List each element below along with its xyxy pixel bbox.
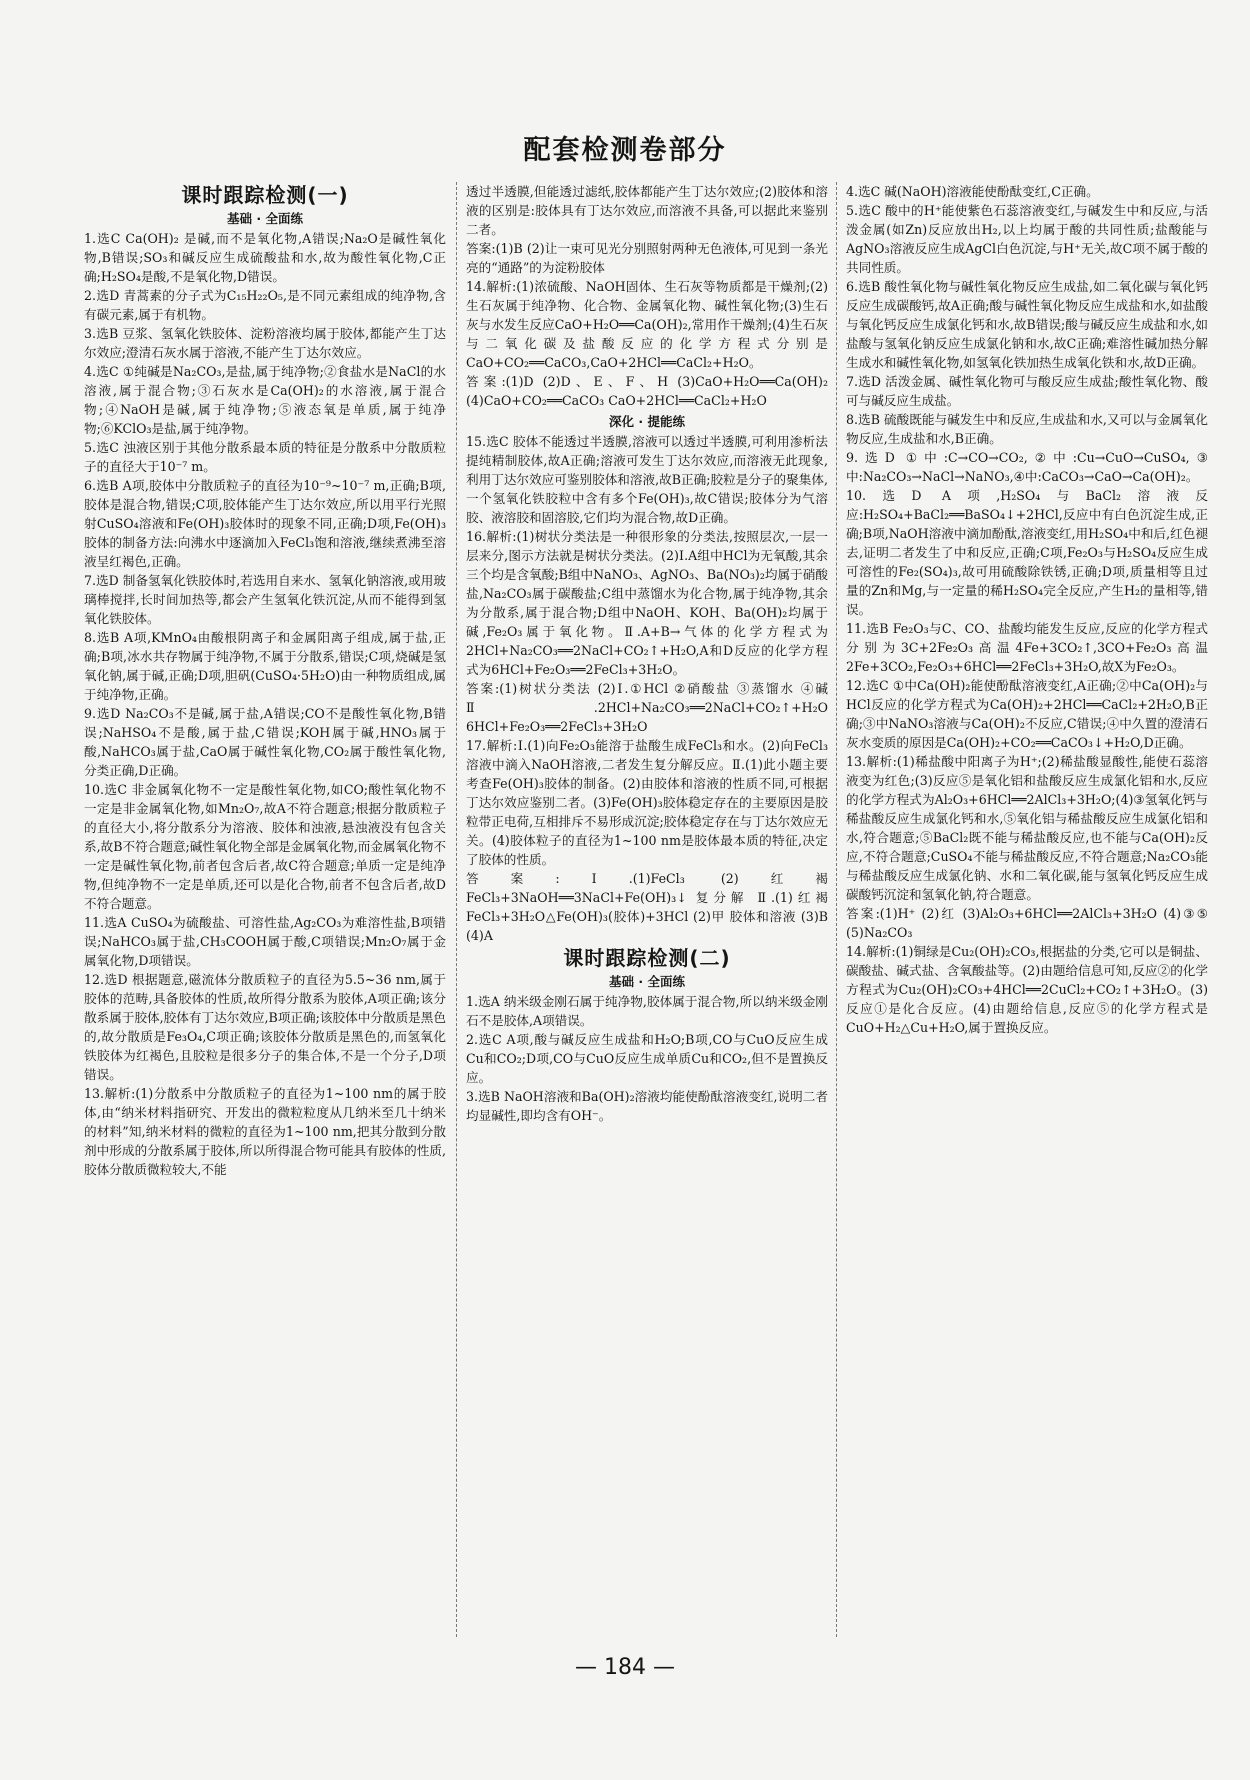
column-divider-right: [836, 182, 837, 1637]
column-left: [84, 182, 446, 1634]
answer-item: 11.选A CuSO₄为硫酸盐、可溶性盐,Ag₂CO₃为难溶性盐,B项错误;NaHCO₃属于盐,CH₃COOH属于酸,C项错误;Mn₂O₇属于金属氧化物,D项错误。: [84, 915, 446, 968]
subsection-advanced: 深化 · 提能练: [609, 414, 685, 429]
page-title: 配套检测卷部分: [523, 135, 727, 166]
answer-item: 9.选D ①中:C→CO→CO₂,②中:Cu→CuO→CuSO₄,③中:Na₂CO₃→NaCl→NaNO₃,④中:CaCO₃→CaO→Ca(OH)₂。: [846, 450, 1208, 484]
answer-item: 6.选B 酸性氧化物与碱性氧化物反应生成盐,如二氧化碳与氧化钙反应生成碳酸钙,故A正确;酸与碱性氧化物反应生成盐和水,如盐酸与氧化钙反应生成氯化钙和水,故B错误;酸与碱反应生成盐和水,如盐酸与氢氧化钠反应生成氯化钠和水,故C正确;难溶性碱加热分解生成水和碱性氧化物,如氢氧化铁加热生成氧化铁和水,故D正确。: [846, 279, 1208, 370]
answer-item: 17.解析:Ⅰ.(1)向Fe₂O₃能溶于盐酸生成FeCl₃和水。(2)向FeCl₃溶液中滴入NaOH溶液,二者发生复分解反应。Ⅱ.(1)此小题主要考查Fe(OH)₃胶体的制备。(2)由胶体和溶液的性质不同,可根据丁达尔效应鉴别二者。(3)Fe(OH)₃胶体稳定存在的主要原因是胶粒带正电荷,互相排斥不易形成沉淀;胶体稳定存在与丁达尔效应无关。(4)胶体粒子的直径为1~100 nm是胶体最本质的特征,决定了胶体的性质。: [466, 738, 828, 867]
answer-item: 2.选D 青蒿素的分子式为C₁₅H₂₂O₅,是不同元素组成的纯净物,含有碳元素,属于有机物。: [84, 288, 446, 322]
answer-item: 6.选B A项,胶体中分散质粒子的直径为10⁻⁹~10⁻⁷ m,正确;B项,胶体是混合物,错误;C项,胶体能产生丁达尔效应,所以用平行光照射CuSO₄溶液和Fe(OH)₃胶体时的现象不同,正确;D项,Fe(OH)₃胶体的制备方法:向沸水中逐滴加入FeCl₃饱和溶液,继续煮沸至溶液呈红褐色,正确。: [84, 478, 446, 569]
answer-item: 答案:(1)B (2)让一束可见光分别照射两种无色液体,可见到一条光亮的“通路”的为淀粉胶体: [466, 241, 828, 275]
column-divider-left: [456, 182, 457, 1637]
answer-item: 7.选D 制备氢氧化铁胶体时,若选用自来水、氢氧化钠溶液,或用玻璃棒搅拌,长时间加热等,都会产生氢氧化铁沉淀,从而不能得到氢氧化铁胶体。: [84, 573, 446, 626]
answer-item: 答案:(1)树状分类法 (2)Ⅰ.①HCl ②硝酸盐 ③蒸馏水 ④碱 Ⅱ.2HCl+Na₂CO₃══2NaCl+CO₂↑+H₂O 6HCl+Fe₂O₃══2FeCl₃+3H₂O: [466, 681, 828, 734]
answer-item: 答案:(1)H⁺ (2)红 (3)Al₂O₃+6HCl══2AlCl₃+3H₂O (4)③⑤ (5)Na₂CO₃: [846, 906, 1208, 940]
answer-item: 12.选D 根据题意,磁流体分散质粒子的直径为5.5~36 nm,属于胶体的范畴,具备胶体的性质,故所得分散系为胶体,A项正确;该分散系属于胶体,胶体有丁达尔效应,B项正确;该胶体中分散质是黑色的,故分散质是Fe₃O₄,C项正确;该胶体分散质是黑色的,而氢氧化铁胶体为红褐色,且胶粒是很多分子的集合体,不是一个分子,D项错误。: [84, 972, 446, 1082]
section-title-1: 课时跟踪检测(一): [181, 183, 349, 207]
answer-item: 3.选B NaOH溶液和Ba(OH)₂溶液均能使酚酞溶液变红,说明二者均显碱性,即均含有OH⁻。: [466, 1089, 828, 1123]
answer-item: 14.解析:(1)铜绿是Cu₂(OH)₂CO₃,根据盐的分类,它可以是铜盐、碳酸盐、碱式盐、含氧酸盐等。(2)由题给信息可知,反应②的化学方程式为Cu₂(OH)₂CO₃+4HCl══2CuCl₂+CO₂↑+3H₂O。(3)反应①是化合反应。(4)由题给信息,反应⑤的化学方程式是CuO+H₂△Cu+H₂O,属于置换反应。: [846, 944, 1208, 1035]
answer-item: 透过半透膜,但能透过滤纸,胶体都能产生丁达尔效应;(2)胶体和溶液的区别是:胶体具有丁达尔效应,而溶液不具备,可以据此来鉴别二者。: [466, 184, 828, 237]
answer-item: 15.选C 胶体不能透过半透膜,溶液可以透过半透膜,可利用渗析法提纯精制胶体,故A正确;溶液可发生丁达尔效应,而溶液无此现象,利用丁达尔效应可鉴别胶体和溶液,故B正确;胶粒是分子的聚集体,一个氢氧化铁胶粒中含有多个Fe(OH)₃,故C错误;胶体分为气溶胶、液溶胶和固溶胶,它们均为混合物,故D正确。: [466, 434, 828, 525]
answer-item: 11.选B Fe₂O₃与C、CO、盐酸均能发生反应,反应的化学方程式分别为3C+2Fe₂O₃高温4Fe+3CO₂↑,3CO+Fe₂O₃高温2Fe+3CO₂,Fe₂O₃+6HCl══2FeCl₃+3H₂O,故X为Fe₂O₃。: [846, 621, 1208, 674]
answer-item: 8.选B A项,KMnO₄由酸根阴离子和金属阳离子组成,属于盐,正确;B项,冰水共存物属于纯净物,不属于分散系,错误;C项,烧碱是氢氧化钠,属于碱,正确;D项,胆矾(CuSO₄·5H₂O)由一种物质组成,属于纯净物,正确。: [84, 630, 446, 702]
answer-item: 14.解析:(1)浓硫酸、NaOH固体、生石灰等物质都是干燥剂;(2)生石灰属于纯净物、化合物、金属氧化物、碱性氧化物;(3)生石灰与水发生反应CaO+H₂O══Ca(OH)₂,常用作干燥剂;(4)生石灰与二氧化碳及盐酸反应的化学方程式分别是CaO+CO₂══CaCO₃,CaO+2HCl══CaCl₂+H₂O。: [466, 279, 828, 370]
answer-item: 10.选D A项,H₂SO₄与BaCl₂溶液反应:H₂SO₄+BaCl₂══BaSO₄↓+2HCl,反应中有白色沉淀生成,正确;B项,NaOH溶液中滴加酚酞,溶液变红,用H₂SO₄中和后,红色褪去,证明二者发生了中和反应,正确;C项,Fe₂O₃与H₂SO₄反应生成可溶性的Fe₂(SO₄)₃,故可用硫酸除铁锈,正确;D项,质量相等且过量的Zn和Mg,与一定量的稀H₂SO₄完全反应,产生H₂的量相等,错误。: [846, 488, 1208, 617]
answer-item: 4.选C 碱(NaOH)溶液能使酚酞变红,C正确。: [846, 184, 1099, 199]
answer-item: 3.选B 豆浆、氢氧化铁胶体、淀粉溶液均属于胶体,都能产生丁达尔效应;澄清石灰水属于溶液,不能产生丁达尔效应。: [84, 326, 446, 360]
answer-item: 7.选D 活泼金属、碱性氧化物可与酸反应生成盐;酸性氧化物、酸可与碱反应生成盐。: [846, 374, 1208, 408]
answer-item: 12.选C ①中Ca(OH)₂能使酚酞溶液变红,A正确;②中Ca(OH)₂与HCl反应的化学方程式为Ca(OH)₂+2HCl══CaCl₂+2H₂O,B正确;③中NaNO₃溶液与Ca(OH)₂不反应,C错误;④中久置的澄清石灰水变质的原因是Ca(OH)₂+CO₂══CaCO₃↓+H₂O,D正确。: [846, 678, 1208, 750]
answer-item: 答案:Ⅰ.(1)FeCl₃ (2)红褐 FeCl₃+3NaOH══3NaCl+Fe(OH)₃↓ 复分解 Ⅱ.(1)红褐 FeCl₃+3H₂O△Fe(OH)₃(胶体)+3HCl (2)甲 胶体和溶液 (3)B (4)A: [466, 871, 828, 943]
page-number: — 184 —: [575, 1655, 675, 1680]
answer-item: 8.选B 硫酸既能与碱发生中和反应,生成盐和水,又可以与金属氧化物反应,生成盐和水,B正确。: [846, 412, 1208, 446]
answer-item: 4.选C ①纯碱是Na₂CO₃,是盐,属于纯净物;②食盐水是NaCl的水溶液,属于混合物;③石灰水是Ca(OH)₂的水溶液,属于混合物;④NaOH是碱,属于纯净物;⑤液态氧是单质,属于纯净物;⑥KClO₃是盐,属于纯净物。: [84, 364, 446, 436]
answer-item: 9.选D Na₂CO₃不是碱,属于盐,A错误;CO不是酸性氧化物,B错误;NaHSO₄不是酸,属于盐,C错误;KOH属于碱,HNO₃属于酸,NaHCO₃属于盐,CaO属于碱性氧化物,CO₂属于酸性氧化物,分类正确,D正确。: [84, 706, 446, 778]
answer-item: 1.选A 纳米级金刚石属于纯净物,胶体属于混合物,所以纳米级金刚石不是胶体,A项错误。: [466, 994, 828, 1028]
answer-item: 1.选C Ca(OH)₂ 是碱,而不是氧化物,A错误;Na₂O是碱性氧化物,B错误;SO₃和碱反应生成硫酸盐和水,故为酸性氧化物,C正确;H₂SO₄是酸,不是氧化物,D错误。: [84, 231, 446, 284]
answer-item: 10.选C 非金属氧化物不一定是酸性氧化物,如CO;酸性氧化物不一定是非金属氧化物,如Mn₂O₇,故A不符合题意;根据分散质粒子的直径大小,将分散系分为溶液、胶体和浊液,悬浊液没有包含关系,故B不符合题意;碱性氧化物全部是金属氧化物,而金属氧化物不一定是碱性氧化物,前者包含后者,故C符合题意;单质一定是纯净物,但纯净物不一定是单质,还可以是化合物,前者不包含后者,故D不符合题意。: [84, 782, 446, 911]
answer-item: 13.解析:(1)稀盐酸中阳离子为H⁺;(2)稀盐酸显酸性,能使石蕊溶液变为红色;(3)反应⑤是氧化铝和盐酸反应生成氯化铝和水,反应的化学方程式为Al₂O₃+6HCl══2AlCl₃+3H₂O;(4)③氢氧化钙与稀盐酸反应生成氯化钙和水,⑤氧化铝与稀盐酸反应生成氯化铝和水,符合题意;⑤BaCl₂既不能与稀盐酸反应,也不能与Ca(OH)₂反应,不符合题意;CuSO₄不能与稀盐酸反应,不符合题意;Na₂CO₃能与稀盐酸反应生成氯化钠、水和二氧化碳,能与氢氧化钙反应生成碳酸钙沉淀和氢氧化钠,符合题意。: [846, 754, 1208, 902]
subsection-basic-2: 基础 · 全面练: [609, 974, 685, 989]
answer-item: 5.选C 酸中的H⁺能使紫色石蕊溶液变红,与碱发生中和反应,与活泼金属(如Zn)反应放出H₂,以上均属于酸的共同性质;盐酸能与AgNO₃溶液反应生成AgCl白色沉淀,与H⁺无关,故C项不属于酸的共同性质。: [846, 203, 1208, 275]
answer-item: 5.选C 浊液区别于其他分散系最本质的特征是分散系中分散质粒子的直径大于10⁻⁷ m。: [84, 440, 446, 474]
column-middle: [466, 182, 828, 1634]
subsection-basic: 基础 · 全面练: [227, 211, 303, 226]
answer-item: 答案:(1)D (2)D、E、F、H (3)CaO+H₂O══Ca(OH)₂ (4)CaO+CO₂══CaCO₃ CaO+2HCl══CaCl₂+H₂O: [466, 374, 828, 408]
answer-item: 13.解析:(1)分散系中分散质粒子的直径为1~100 nm的属于胶体,由“纳米材料指研究、开发出的微粒粒度从几纳米至几十纳米的材料”知,纳米材料的微粒的直径为1~100 nm,把其分散到分散剂中形成的分散系属于胶体,所以所得混合物可能具有胶体的性质,胶体分散质微粒较大,不能: [84, 1086, 446, 1177]
section-title-2: 课时跟踪检测(二): [563, 946, 731, 970]
column-right: [846, 182, 1208, 1634]
answer-item: 2.选C A项,酸与碱反应生成盐和H₂O;B项,CO与CuO反应生成Cu和CO₂;D项,CO与CuO反应生成单质Cu和CO₂,但不是置换反应。: [466, 1032, 828, 1085]
answer-item: 16.解析:(1)树状分类法是一种很形象的分类法,按照层次,一层一层来分,图示方法就是树状分类法。(2)Ⅰ.A组中HCl为无氧酸,其余三个均是含氧酸;B组中NaNO₃、AgNO₃、Ba(NO₃)₂均属于硝酸盐,Na₂CO₃属于碳酸盐;C组中蒸馏水为化合物,属于纯净物,其余为分散系,属于混合物;D组中NaOH、KOH、Ba(OH)₂均属于碱,Fe₂O₃属于氧化物。Ⅱ.A+B→气体的化学方程式为2HCl+Na₂CO₃══2NaCl+CO₂↑+H₂O,A和D反应的化学方程式为6HCl+Fe₂O₃══2FeCl₃+3H₂O。: [466, 529, 828, 677]
